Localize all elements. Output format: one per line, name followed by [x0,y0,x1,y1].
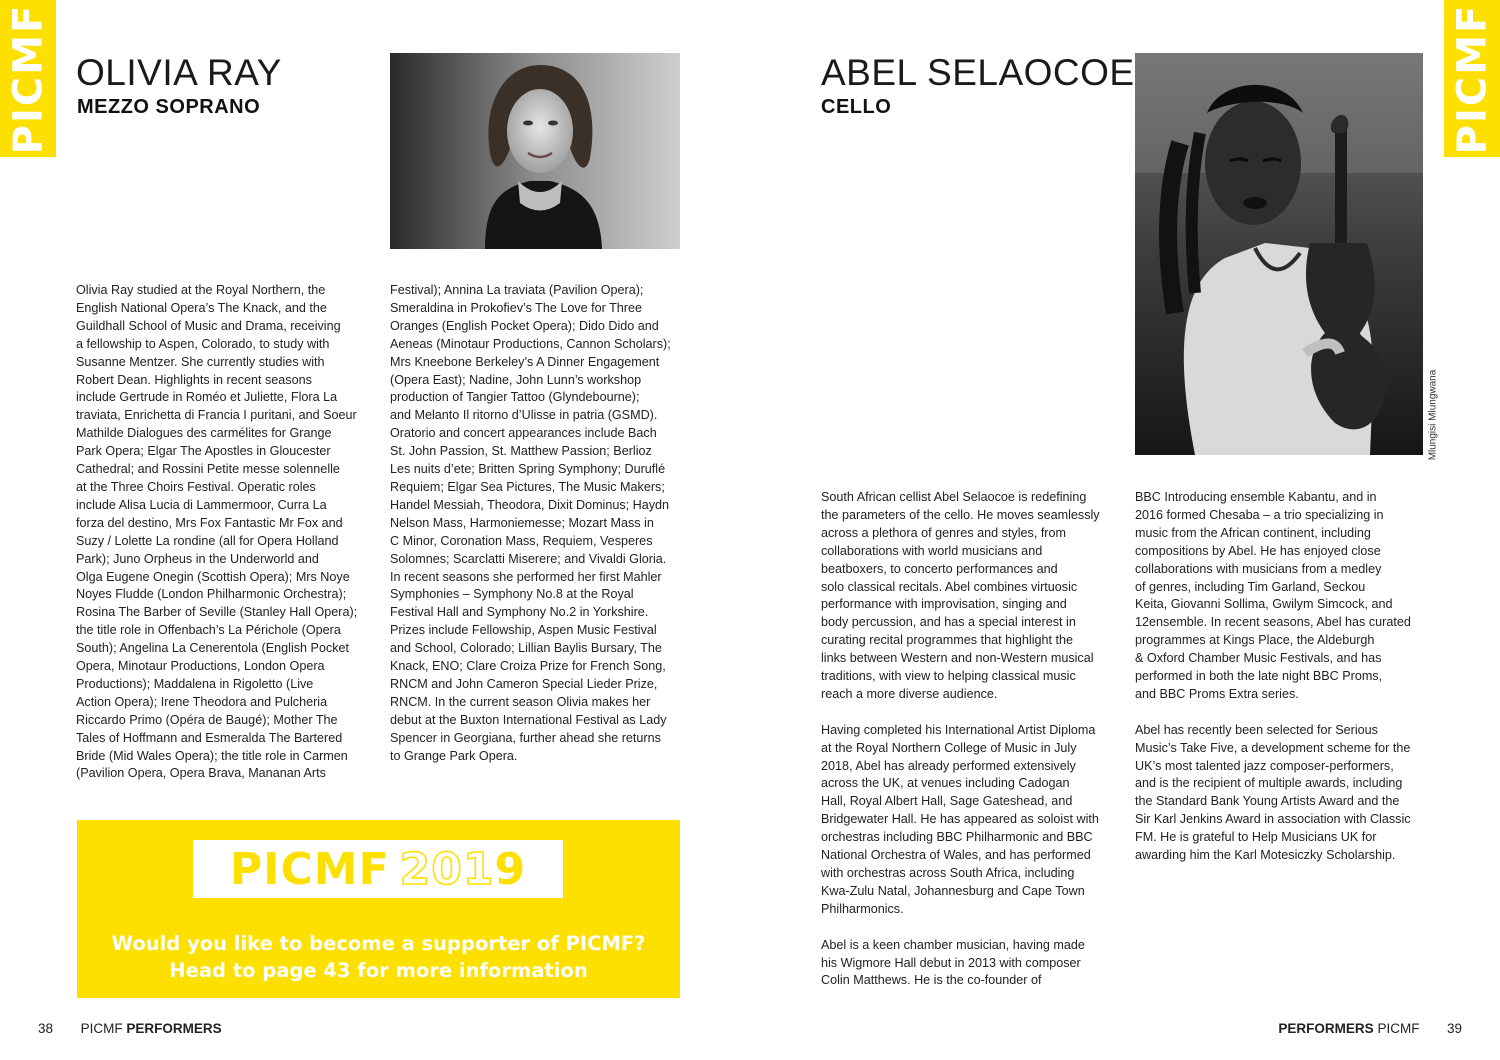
olivia-bio-text-2: Festival); Annina La traviata (Pavilion Opera); Smeraldina in Prokofiev’s The Love for Three Oranges (English Pocket Opera); Dido Dido and Aeneas (Minotaur Productions, Cannon Scholars); Mrs Kneebone Berkeley’s A Dinner Engagement (Opera East); Nadine, John Lunn’s workshop production of Tangier Tattoo (Glyndebourne); and Melanto Il ritorno d’Ulisse in patria (GSMD). Oratorio and concert appearances include Bach St. John Passion, St. Matthew Passion; Berlioz Les nuits d’ete; Britten Spring Symphony; Duruflé Requiem; Elgar Sea Pictures, The Music Makers; Handel Messiah, Theodora, Dixit Dominus; Haydn Nelson Mass, Harmoniemesse; Mozart Mass in C Minor, Coronation Mass, Requiem, Vesperes Solomnes; Scarclatti Miserere; and Vivaldi Gloria. In recent seasons she performed her first Mahler Symphonies – Symphony No.8 at the Royal Festival Hall and Symphony No.2 in Yorkshire. Prizes include Fellowship, Aspen Music Festival and School, Colorado; Lillian Baylis Bursary, The Knack, ENO; Clare Croiza Prize for French Song, RNCM and John Cameron Special Lieder Prize, RNCM. In the current season Olivia makes her debut at the Buxton International Festival as Lady Spencer in Georgiana, further ahead she returns to Grange Park Opera. [390,283,671,763]
picmf-tab-label: PICMF [1449,3,1495,154]
promo-line-2: Head to page 43 for more information [169,959,588,982]
footer-left [38,1021,222,1036]
performer-role-olivia: MEZZO SOPRANO [77,96,261,118]
footer-brand-left: PICMF [80,1021,123,1036]
abel-bio-column-1 [821,489,1121,990]
performer-role-abel: CELLO [821,96,892,118]
picmf-tab-label: PICMF [5,3,51,154]
picmf-side-tab-right [1444,0,1500,157]
promo-line-1: Would you like to become a supporter of PICMF? [111,932,646,955]
logo-year-lead: 201 [399,843,495,895]
page-number-right: 39 [1446,1021,1462,1036]
olivia-bio-column-1 [76,282,376,783]
abel-bio-paragraph-1: South African cellist Abel Selaocoe is redefining the parameters of the cello. He moves seamlessly across a plethora of genres and styles, from collaborations with world musicians and beatboxers, to concerto performances and solo classical recitals. Abel combines virtuosic performance with improvisation, singing and body percussion, and has a special interest in curating recital programmes that highlight the links between Western and non-Western musical traditions, with view to helping classical music reach a more diverse audience. [821,490,1100,701]
abel-bio-paragraph-2: Having completed his International Artist Diploma at the Royal Northern College of Music in July 2018, Abel has already performed extensively across the UK, at venues including Cadogan Hall, Royal Albert Hall, Sage Gateshead, and Bridgewater Hall. He has appeared as soloist with orchestras including BBC Philharmonic and BBC National Orchestra of Wales, and has performed with orchestras across South Africa, including Kwa-Zulu Natal, Johannesburg and Cape Town Philharmonics. [821,722,1099,916]
footer-brand-right: PICMF [1377,1021,1420,1036]
picmf-side-tab-left [0,0,56,157]
logo-word: PICMF [229,843,390,895]
photo-credit-text: Mlungisi Mlungwana [1427,369,1439,461]
logo-year-last: 9 [494,843,527,895]
photo-credit [1426,370,1440,460]
olivia-ray-portrait-photo [390,53,680,249]
abel-bio-paragraph-5: Abel has recently been selected for Serious Music’s Take Five, a development scheme for the UK’s most talented jazz composer-performers, and is the recipient of multiple awards, including the Standard Bank Young Artists Award and the Sir Karl Jenkins Award in association with Classic FM. He is grateful to Help Musicians UK for awarding him the Karl Motesiczky Scholarship. [1135,722,1411,863]
performer-name-abel: ABEL SELAOCOE [821,52,1135,93]
footer-section-right: PERFORMERS [1278,1021,1374,1036]
abel-bio-paragraph-3: Abel is a keen chamber musician, having made his Wigmore Hall debut in 2013 with composer Colin Matthews. He is the co-founder of [821,937,1085,988]
promo-message [77,930,680,984]
supporter-promo-box[interactable] [77,820,680,998]
abel-bio-paragraph-4: BBC Introducing ensemble Kabantu, and in 2016 formed Chesaba – a trio specializing in music from the African continent, including compositions by Abel. He has enjoyed close collaborations with musicians from a medley of genres, including Tim Garland, Seckou Keita, Giovanni Sollima, Gwilym Simcock, and 12ensemble. In recent seasons, Abel has curated programmes at Kings Place, the Aldeburgh & Oxford Chamber Music Festivals, and has performed in both the late night BBC Proms, and BBC Proms Extra series. [1135,490,1411,701]
logo-year [400,844,526,895]
performer-name-olivia: OLIVIA RAY [76,52,282,93]
page-number-left: 38 [38,1021,54,1036]
picmf-2019-logo [193,840,563,898]
footer-right [1278,1021,1462,1036]
olivia-bio-column-2 [390,282,690,765]
olivia-bio-text-1: Olivia Ray studied at the Royal Northern, the English National Opera’s The Knack, and the Guildhall School of Music and Drama, receiving a fellowship to Aspen, Colorado, to study with Susanne Mentzer. She currently studies with Robert Dean. Highlights in recent seasons include Gertrude in Roméo et Juliette, Flora La traviata, Enrichetta di Francia I puritani, and Soeur Mathilde Dialogues des carmélites for Grange Park Opera; Elgar The Apostles in Gloucester Cathedral; and Rossini Petite messe solennelle at the Three Choirs Festival. Operatic roles include Alisa Lucia di Lammermoor, Curra La forza del destino, Mrs Fox Fantastic Mr Fox and Suzy / Lolette La rondine (all for Opera Holland Park); Juno Orpheus in the Underworld and Olga Eugene Onegin (Scottish Opera); Mrs Noye Noyes Fludde (London Philharmonic Orchestra); Rosina The Barber of Seville (Stanley Hall Opera); the title role in Offenbach’s La Périchole (Opera South); Angelina La Cenerentola (English Pocket Opera, Minotaur Productions, London Opera Productions); Maddalena in Rigoletto (Live Action Opera); Irene Theodora and Pulcheria Riccardo Primo (Opéra de Baugé); Mother The Tales of Hoffmann and Esmeralda The Bartered Bride (Mid Wales Opera); the title role in Carmen (Pavilion Opera, Opera Brava, Mananan Arts [76,283,358,781]
abel-selaocoe-cellist-photo [1135,53,1423,455]
footer-section-left: PERFORMERS [126,1021,222,1036]
abel-bio-column-2 [1135,489,1435,865]
